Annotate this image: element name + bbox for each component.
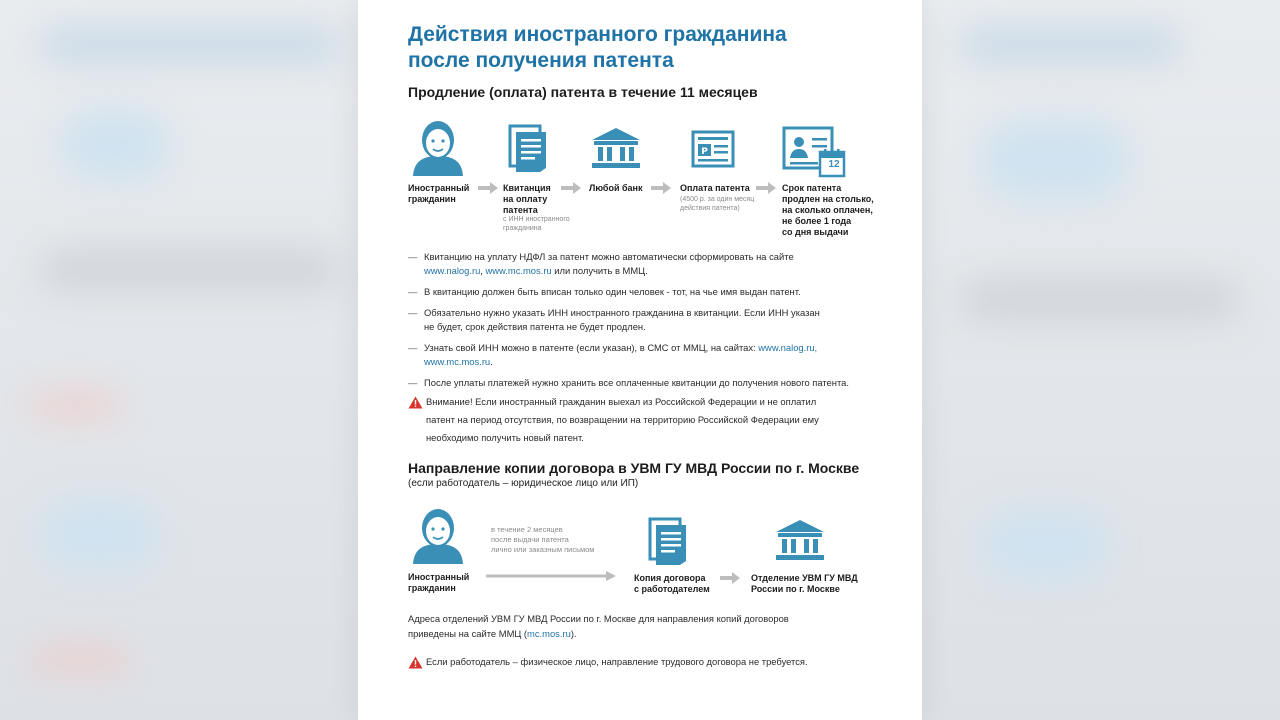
- label-line: Срок патента: [782, 183, 842, 193]
- bullet-text: В квитанцию должен быть вписан только один человек - тот, на чье имя выдан патент.: [424, 286, 801, 297]
- section2-heading: Направление копии договора в УВМ ГУ МВД России по г. Москве: [408, 460, 860, 476]
- bullet-text: После уплаты платежей нужно хранить все оплаченные квитанции до получения нового патента.: [424, 377, 849, 388]
- list-item: [408, 341, 878, 369]
- svg-text:Р: Р: [701, 147, 708, 157]
- label-line: Квитанция: [503, 183, 551, 193]
- note-line: после выдачи патента: [491, 535, 569, 544]
- list-item: [408, 306, 878, 334]
- nalog-link[interactable]: www.nalog.ru: [424, 265, 481, 276]
- arrow-icon: [561, 182, 581, 194]
- warning-line: необходимо получить новый патент.: [426, 432, 584, 443]
- label-line: России по г. Москве: [751, 584, 840, 594]
- step-bank-label: [589, 183, 642, 194]
- label-line: продлен на столько,: [782, 194, 874, 204]
- blur-blob: [40, 500, 160, 570]
- bank-icon: [590, 126, 642, 170]
- list-item: [408, 250, 878, 278]
- blur-blob: [30, 395, 120, 415]
- label-line: гражданин: [408, 583, 456, 593]
- blur-blob: [980, 510, 1110, 580]
- warning-line: Внимание! Если иностранный гражданин выехал из Российской Федерации и не оплатил: [426, 396, 817, 407]
- step-person-label: [408, 183, 469, 205]
- step-payment-label: [680, 183, 750, 194]
- label-line: на оплату: [503, 194, 548, 204]
- warning-block: [408, 393, 896, 447]
- person-icon: [408, 118, 468, 178]
- bank-icon: [774, 518, 826, 562]
- blur-blob: [60, 110, 170, 180]
- address-line: [408, 626, 868, 641]
- contract-label: [634, 573, 710, 595]
- arrow-icon: [651, 182, 671, 194]
- bullet-list: [408, 250, 878, 397]
- bullet-text-line2: [424, 264, 878, 278]
- label-line: Оплата патента: [680, 183, 750, 193]
- step-person-label: [408, 572, 469, 594]
- note-line: с ИНН иностранного: [503, 216, 570, 223]
- note-line: действия патента): [680, 205, 740, 212]
- warning-line: патент на период отсутствия, по возвращении на территорию Российской Федерации ему: [426, 414, 819, 425]
- warning-block: [408, 653, 896, 671]
- step-term-label: [782, 183, 874, 238]
- timing-note: [491, 525, 594, 555]
- label-line: Копия договора: [634, 573, 706, 583]
- person-icon: [408, 506, 468, 566]
- blur-blob: [980, 120, 1130, 200]
- label-line: не более 1 года: [782, 216, 852, 226]
- label-line: гражданин: [408, 194, 456, 204]
- note-line: (4500 р. за один месяц: [680, 196, 755, 203]
- title-line-1: Действия иностранного гражданина: [408, 23, 787, 46]
- patent-payment-icon: [691, 130, 735, 168]
- separator: ,: [480, 265, 486, 276]
- background-left: [0, 0, 380, 720]
- address-line: Адреса отделений УВМ ГУ МВД России по г. Москве для направления копий договоров: [408, 613, 789, 624]
- blur-blob: [40, 250, 340, 290]
- note-line: в течение 2 месяцев: [491, 525, 563, 534]
- dash-marker: —: [408, 342, 418, 353]
- bullet-text: Обязательно нужно указать ИНН иностранного гражданина в квитанции. Если ИНН указан: [424, 307, 820, 318]
- calendar-day: 12: [828, 159, 840, 170]
- dash-marker: —: [408, 286, 418, 297]
- bullet-text-part: Узнать свой ИНН можно в патенте (если указан), в СМС от ММЦ, на сайтах:: [424, 342, 759, 353]
- label-line: Иностранный: [408, 572, 470, 582]
- dash-marker: —: [408, 307, 418, 318]
- dash-marker: —: [408, 251, 418, 262]
- section2-subheading: (если работодатель – юридическое лицо или ИП): [408, 478, 639, 489]
- step-receipt-label: [503, 183, 551, 216]
- title-line-2: после получения патента: [408, 49, 674, 72]
- label-line: Иностранный: [408, 183, 470, 193]
- nalog-link[interactable]: www.nalog.ru,: [758, 342, 818, 353]
- dash-marker: —: [408, 377, 418, 388]
- blur-blob: [40, 30, 340, 60]
- label-line: со дня выдачи: [782, 227, 849, 237]
- document-sheet: [358, 0, 922, 720]
- warning-line: Если работодатель – физическое лицо, направление трудового договора не требуется.: [426, 656, 808, 667]
- arrow-icon: [478, 182, 498, 194]
- mc-mos-link[interactable]: www.mc.mos.ru: [424, 356, 491, 367]
- address-text-part: приведены на сайте ММЦ (: [408, 628, 528, 639]
- bullet-text: [424, 341, 878, 355]
- bullet-tail: .: [490, 356, 493, 367]
- section1-heading: Продление (оплата) патента в течение 11 месяцев: [408, 84, 758, 100]
- blur-blob: [960, 280, 1240, 320]
- address-tail: ).: [570, 628, 577, 639]
- arrow-icon: [720, 572, 740, 584]
- label-line: патента: [503, 205, 538, 215]
- list-item: [408, 285, 878, 299]
- bullet-text-line2: не будет, срок действия патента не будет продлен.: [424, 321, 646, 332]
- blur-blob: [960, 30, 1180, 60]
- step-payment-note: [680, 195, 754, 213]
- long-arrow-icon: [486, 571, 616, 581]
- arrow-icon: [756, 182, 776, 194]
- label-line: Любой банк: [589, 183, 643, 193]
- receipt-icon: [648, 517, 688, 567]
- page-title: [408, 22, 888, 74]
- office-label: [751, 573, 858, 595]
- receipt-icon: [508, 124, 548, 174]
- label-line: Отделение УВМ ГУ МВД: [751, 573, 858, 583]
- warning-icon: [408, 396, 423, 409]
- background-right: [900, 0, 1280, 720]
- mc-mos-link[interactable]: mc.mos.ru: [527, 628, 571, 639]
- patent-calendar-icon: [782, 126, 846, 178]
- warning-icon: [408, 656, 423, 669]
- label-line: с работодателем: [634, 584, 710, 594]
- bullet-tail: или получить в ММЦ.: [551, 265, 648, 276]
- bullet-text: Квитанцию на уплату НДФЛ за патент можно автоматически сформировать на сайте: [424, 251, 794, 262]
- blur-blob: [30, 650, 130, 670]
- bullet-text-line2: [424, 355, 878, 369]
- step-receipt-note: [503, 215, 570, 233]
- note-line: гражданина: [503, 225, 542, 232]
- list-item: [408, 376, 878, 390]
- mc-mos-link[interactable]: www.mc.mos.ru: [485, 265, 552, 276]
- address-text: [408, 611, 868, 641]
- label-line: на сколько оплачен,: [782, 205, 873, 215]
- note-line: лично или заказным письмом: [491, 545, 595, 554]
